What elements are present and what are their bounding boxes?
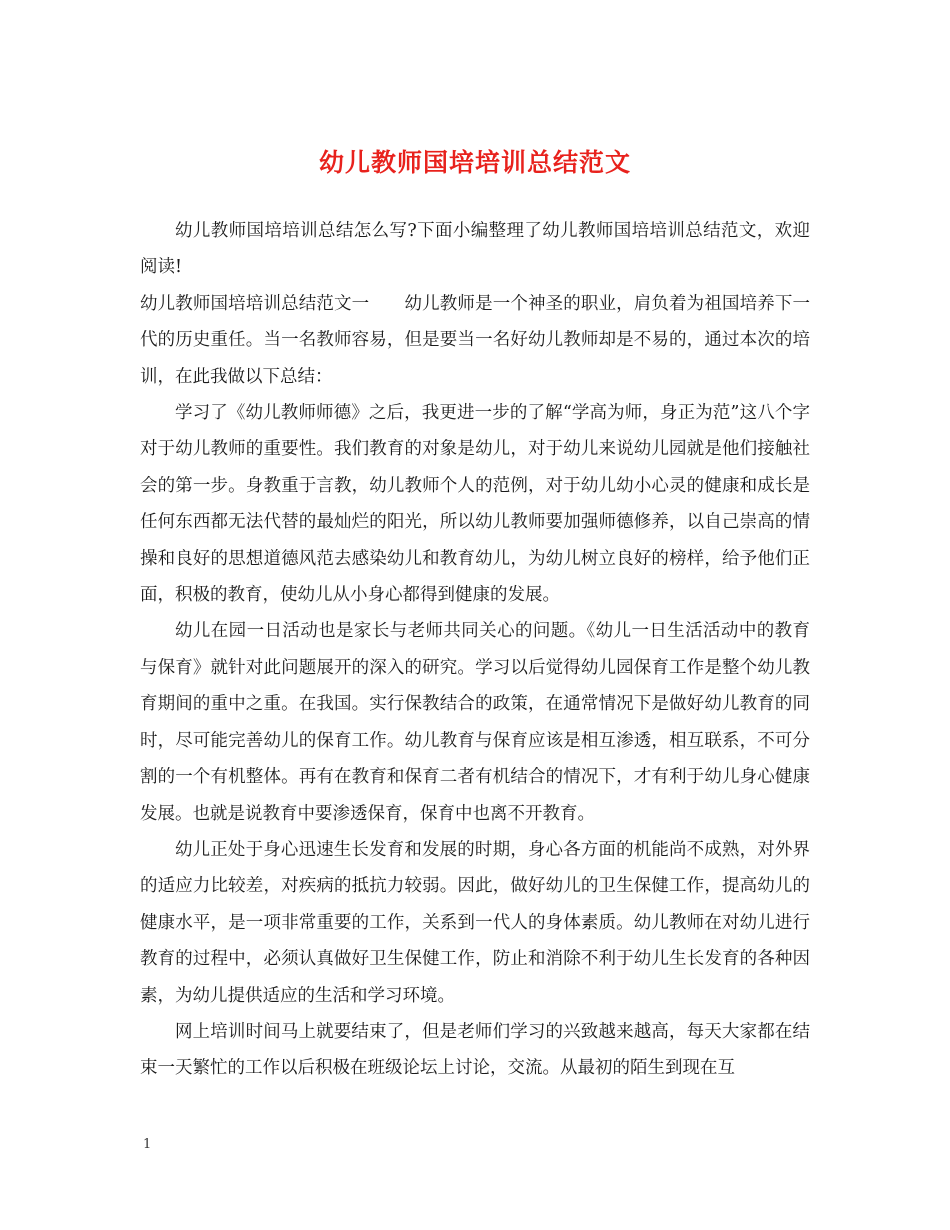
paragraph: 幼儿教师国培培训总结范文一 幼儿教师是一个神圣的职业，肩负着为祖国培养下一代的历史重任。当一名教师容易，但是要当一名好幼儿教师却是不易的，通过本次的培训，在此我做以下总结：: [140, 293, 810, 387]
paragraph: 网上培训时间马上就要结束了，但是老师们学习的兴致越来越高，每天大家都在结束一天繁忙的工作以后积极在班级论坛上讨论，交流。从最初的陌生到现在互: [140, 1021, 810, 1079]
paragraph: 幼儿教师国培培训总结怎么写?下面小编整理了幼儿教师国培培训总结范文，欢迎阅读!: [140, 221, 810, 278]
paragraph: 学习了《幼儿教师师德》之后，我更进一步的了解“学高为师，身正为范”这八个字对于幼儿教师的重要性。我们教育的对象是幼儿，对于幼儿来说幼儿园就是他们接触社会的第一步。身教重于言教，幼儿教师个人的范例，对于幼儿幼小心灵的健康和成长是任何东西都无法代替的最灿烂的阳光，所以幼儿教师要加强师德修养，以自己崇高的情操和良好的思想道德风范去感染幼儿和教育幼儿，为幼儿树立良好的榜样，给予他们正面，积极的教育，使幼儿从小身心都得到健康的发展。: [140, 403, 810, 606]
document-body: [140, 213, 810, 1087]
page-number: 1: [143, 1137, 152, 1152]
paragraph: 幼儿正处于身心迅速生长发育和发展的时期，身心各方面的机能尚不成熟，对外界的适应力比较差，对疾病的抵抗力较弱。因此，做好幼儿的卫生保健工作，提高幼儿的健康水平，是一项非常重要的工作，关系到一代人的身体素质。幼儿教师在对幼儿进行教育的过程中，必须认真做好卫生保健工作，防止和消除不利于幼儿生长发育的各种因素，为幼儿提供适应的生活和学习环境。: [140, 839, 810, 1006]
document-title: 幼儿教师国培培训总结范文: [318, 148, 631, 177]
paragraph: 幼儿在园一日活动也是家长与老师共同关心的问题。《幼儿一日生活活动中的教育与保育》就针对此问题展开的深入的研究。学习以后觉得幼儿园保育工作是整个幼儿教育期间的重中之重。在我国。实行保教结合的政策，在通常情况下是做好幼儿教育的同时，尽可能完善幼儿的保育工作。幼儿教育与保育应该是相互渗透，相互联系，不可分割的一个有机整体。再有在教育和保育二者有机结合的情况下，才有利于幼儿身心健康发展。也就是说教育中要渗透保育，保育中也离不开教育。: [140, 621, 810, 824]
